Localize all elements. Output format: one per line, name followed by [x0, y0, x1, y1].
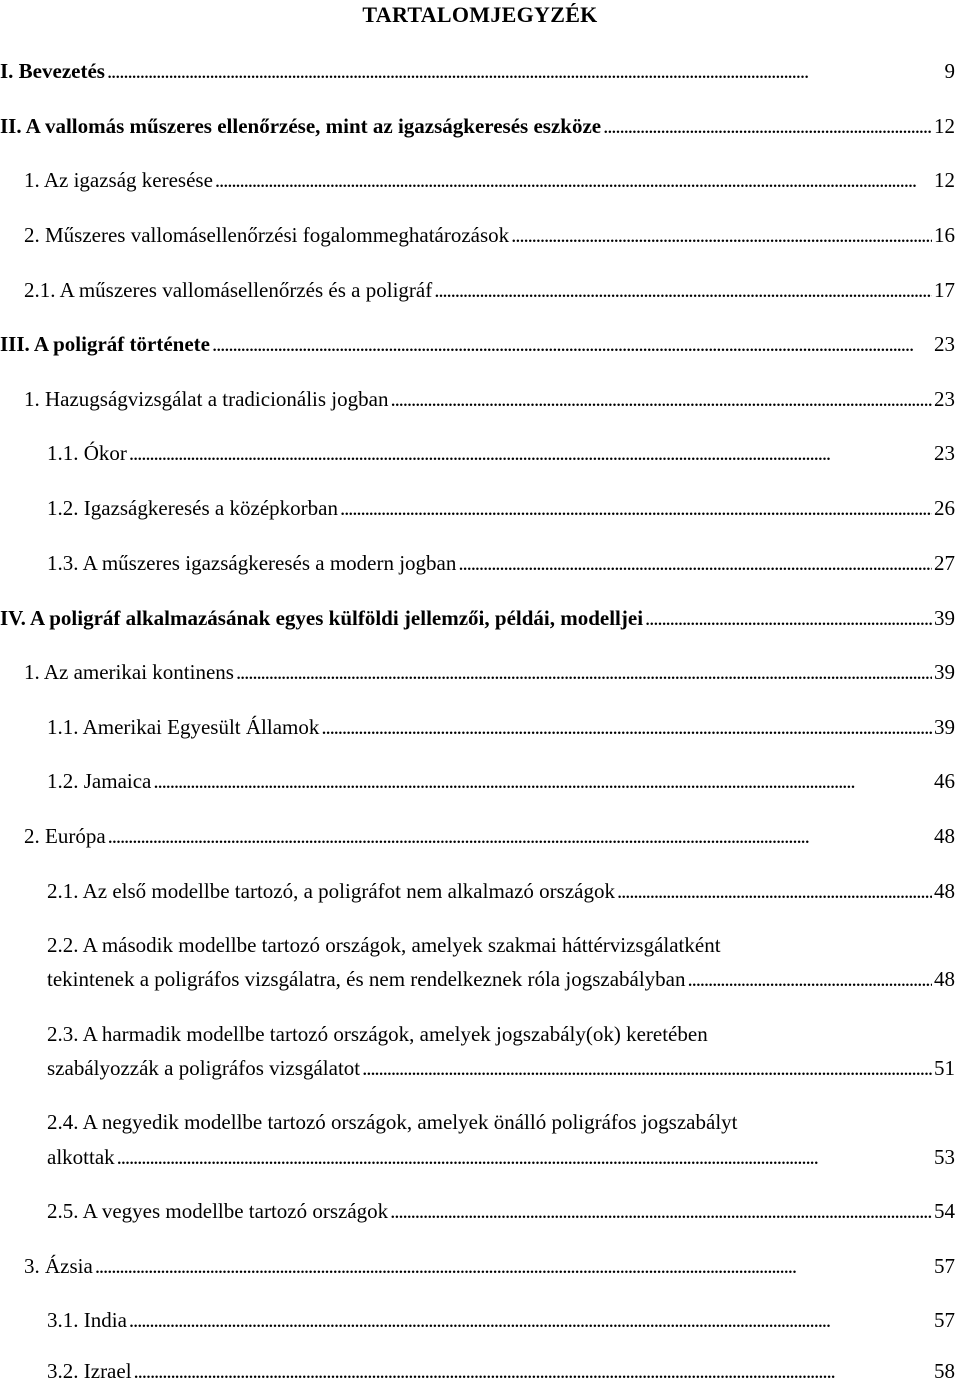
toc-page-number: 16 — [934, 223, 955, 247]
toc-entry-text: 2.1. Az első modellbe tartozó, a poligráfot nem alkalmazó országok — [47, 879, 615, 903]
toc-leader-dots — [153, 766, 932, 796]
toc-page-number: 9 — [944, 59, 955, 83]
toc-leader-dots — [129, 438, 932, 468]
toc-leader-dots — [603, 111, 932, 141]
toc-entry[interactable] — [24, 220, 955, 250]
toc-entry-text: 1.1. Ókor — [47, 441, 127, 465]
toc-entry[interactable] — [47, 876, 955, 906]
toc-entry[interactable] — [47, 1196, 955, 1226]
toc-entry-text: 2.1. A műszeres vallomásellenőrzés és a poligráf — [24, 278, 433, 302]
toc-page-number: 48 — [934, 879, 955, 903]
toc-leader-dots — [458, 548, 932, 578]
toc-entry-text: szabályozzák a poligráfos vizsgálatot — [47, 1056, 361, 1080]
toc-entry[interactable] — [24, 657, 955, 687]
toc-title: TARTALOMJEGYZÉK — [362, 2, 598, 27]
toc-entry[interactable] — [24, 821, 955, 851]
toc-entry[interactable] — [47, 1305, 955, 1335]
toc-entry-text: III. A poligráf története — [0, 332, 210, 356]
toc-entry[interactable] — [47, 1142, 955, 1172]
toc-leader-dots — [117, 1142, 932, 1172]
toc-page-number: 26 — [934, 496, 955, 520]
toc-entry[interactable] — [24, 275, 955, 305]
toc-page-number: 12 — [934, 114, 955, 138]
toc-leader-dots — [215, 165, 932, 195]
toc-entry-text-line1[interactable]: 2.3. A harmadik modellbe tartozó országok, amelyek jogszabály(ok) keretében — [47, 1022, 708, 1046]
toc-entry-text: 1.1. Amerikai Egyesült Államok — [47, 715, 320, 739]
toc-entry-text: II. A vallomás műszeres ellenőrzése, mint az igazságkeresés eszköze — [0, 114, 602, 138]
toc-page-number: 23 — [934, 387, 955, 411]
toc-page-number: 57 — [934, 1308, 955, 1332]
toc-leader-dots — [362, 1053, 932, 1083]
toc-leader-dots — [645, 603, 932, 633]
toc-entry-text: 3.1. India — [47, 1308, 127, 1332]
toc-entry[interactable] — [47, 766, 955, 796]
toc-entry-text: tekintenek a poligráfos vizsgálatra, és nem rendelkeznek róla jogszabályban — [47, 967, 686, 991]
toc-entry[interactable] — [47, 1356, 955, 1386]
toc-page-number: 39 — [934, 606, 955, 630]
toc-leader-dots — [688, 964, 933, 994]
toc-entry[interactable] — [0, 56, 955, 86]
toc-page-number: 48 — [934, 824, 955, 848]
toc-entry[interactable] — [47, 1053, 955, 1083]
toc-page-number: 27 — [934, 551, 955, 575]
toc-entry-text: IV. A poligráf alkalmazásának egyes külföldi jellemzői, példái, modelljei — [0, 606, 644, 630]
toc-leader-dots — [134, 1356, 932, 1386]
toc-page-number: 48 — [934, 967, 955, 991]
toc-entry-text: 2. Műszeres vallomásellenőrzési fogalommeghatározások — [24, 223, 510, 247]
toc-entry-text: 1.2. Jamaica — [47, 769, 152, 793]
toc-entry-text-line1[interactable]: 2.4. A negyedik modellbe tartozó országok, amelyek önálló poligráfos jogszabályt — [47, 1110, 738, 1134]
toc-entry[interactable] — [47, 438, 955, 468]
toc-entry-text: 2.5. A vegyes modellbe tartozó országok — [47, 1199, 389, 1223]
toc-entry-text: 1. Az amerikai kontinens — [24, 660, 234, 684]
toc-leader-dots — [390, 384, 932, 414]
toc-entry-text: 2. Európa — [24, 824, 106, 848]
toc-entry-text: 3.2. Izrael — [47, 1359, 132, 1383]
toc-leader-dots — [108, 821, 932, 851]
toc-page-number: 54 — [934, 1199, 955, 1223]
toc-leader-dots — [236, 657, 932, 687]
toc-page-number: 51 — [934, 1056, 955, 1080]
toc-entry[interactable] — [47, 493, 955, 523]
toc-leader-dots — [107, 56, 943, 86]
toc-entry-text: 1. Hazugságvizsgálat a tradicionális jogban — [24, 387, 389, 411]
toc-entry-text: 1. Az igazság keresése — [24, 168, 213, 192]
toc-leader-dots — [212, 329, 932, 359]
toc-leader-dots — [129, 1305, 932, 1335]
toc-leader-dots — [95, 1251, 932, 1281]
toc-entry[interactable] — [47, 964, 955, 994]
toc-entry[interactable] — [0, 329, 955, 359]
toc-page-number: 39 — [934, 715, 955, 739]
toc-entry-text-line1[interactable]: 2.2. A második modellbe tartozó országok, amelyek szakmai háttérvizsgálatként — [47, 933, 721, 957]
toc-entry[interactable] — [24, 384, 955, 414]
toc-page-number: 17 — [934, 278, 955, 302]
toc-entry-text: I. Bevezetés — [0, 59, 105, 83]
toc-entry-text: 1.3. A műszeres igazságkeresés a modern jogban — [47, 551, 457, 575]
toc-entry-text: 3. Ázsia — [24, 1254, 93, 1278]
toc-entry[interactable] — [0, 111, 955, 141]
toc-leader-dots — [321, 712, 932, 742]
toc-leader-dots — [390, 1196, 932, 1226]
toc-page-number: 46 — [934, 769, 955, 793]
toc-entry[interactable] — [47, 712, 955, 742]
toc-page-number: 53 — [934, 1145, 955, 1169]
toc-page-number: 57 — [934, 1254, 955, 1278]
toc-leader-dots — [617, 876, 932, 906]
toc-page-number: 23 — [934, 332, 955, 356]
toc-entry[interactable] — [24, 1251, 955, 1281]
toc-entry[interactable] — [0, 603, 955, 633]
toc-entry[interactable] — [24, 165, 955, 195]
toc-leader-dots — [511, 220, 932, 250]
toc-page-number: 23 — [934, 441, 955, 465]
toc-page-number: 58 — [934, 1359, 955, 1383]
toc-page-number: 39 — [934, 660, 955, 684]
toc-entry-text: 1.2. Igazságkeresés a középkorban — [47, 496, 338, 520]
toc-page-number: 12 — [934, 168, 955, 192]
toc-leader-dots — [434, 275, 932, 305]
toc-leader-dots — [340, 493, 932, 523]
toc-entry[interactable] — [47, 548, 955, 578]
toc-entry-text: alkottak — [47, 1145, 115, 1169]
